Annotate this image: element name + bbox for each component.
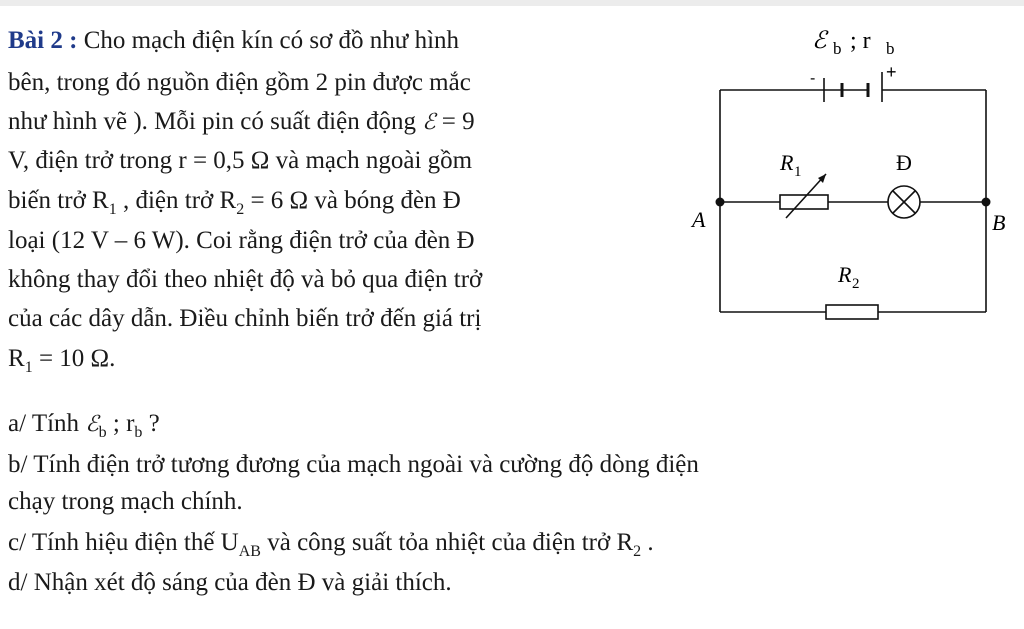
- question-b-line-1: b/ Tính điện trở tương đương của mạch ngoài và cường độ dòng điện: [8, 451, 699, 478]
- problem-line-8: của các dây dẫn. Điều chỉnh biến trở đến giá trị: [8, 305, 482, 332]
- question-c: c/ Tính hiệu điện thế $U_{AB}$ và công suất tỏa nhiệt của điện trở $R_2$ .: [8, 529, 654, 560]
- plus-sign: +: [886, 62, 897, 82]
- node-a-dot: [716, 198, 725, 207]
- problem-line-4: V, điện trở trong r = 0,5 Ω và mạch ngoài gồm: [8, 147, 473, 174]
- problem-line-6: loại (12 V – 6 W). Coi rằng điện trở của đèn Đ: [8, 227, 475, 254]
- problem-line-5: biến trở $R_1$ , điện trở $R_2 = 6$ Ω và bóng đèn Đ: [8, 187, 461, 218]
- node-a-label: A: [692, 207, 706, 232]
- r2-label: R: [838, 262, 852, 287]
- minus-sign: -: [810, 70, 816, 87]
- problem-line-1: Bài 2 : Cho mạch điện kín có sơ đồ như hình: [8, 27, 460, 54]
- problem-line-2: bên, trong đó nguồn điện gồm 2 pin được mắc: [8, 69, 471, 96]
- resistor-r2: [826, 305, 878, 319]
- circuit-diagram: [690, 20, 1024, 350]
- svg-text:b: b: [886, 39, 895, 58]
- problem-line-9: $R_1 = 10$ Ω.: [8, 345, 116, 376]
- node-b-dot: [982, 198, 991, 207]
- emf-symbol: ℰ: [422, 110, 436, 135]
- question-a: a/ Tính ℰ$_b$ ; $r_b$ ?: [8, 410, 160, 441]
- lamp-label: Đ: [896, 150, 912, 175]
- question-b-line-2: chạy trong mạch chính.: [8, 488, 243, 515]
- svg-text:2: 2: [852, 276, 860, 292]
- question-d: d/ Nhận xét độ sáng của đèn Đ và giải thích.: [8, 569, 452, 596]
- problem-line-7: không thay đổi theo nhiệt độ và bỏ qua điện trở: [8, 266, 483, 293]
- node-b-label: B: [992, 210, 1006, 235]
- top-strip: [0, 0, 1024, 6]
- svg-text:b: b: [833, 39, 842, 58]
- source-r-label: ; r: [850, 28, 871, 54]
- problem-title: Bài 2 :: [8, 27, 78, 54]
- r1-label: R: [780, 150, 794, 175]
- svg-text:1: 1: [794, 164, 802, 180]
- problem-line-3: như hình vẽ ). Mỗi pin có suất điện động ℰ = 9: [8, 108, 475, 135]
- source-emf-label: ℰ: [812, 26, 827, 54]
